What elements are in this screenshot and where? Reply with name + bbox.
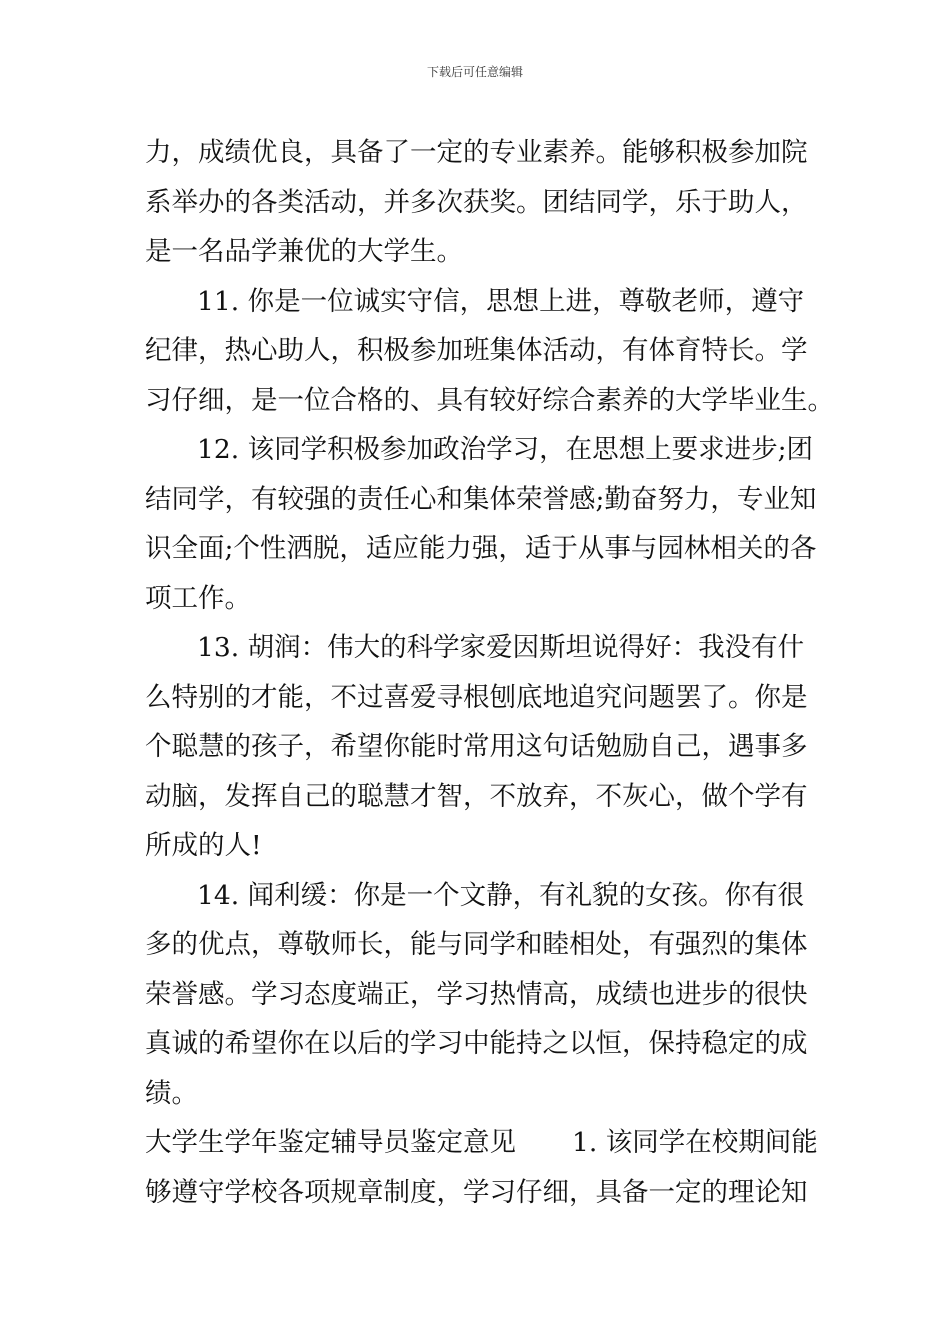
text-line-20: 绩。	[145, 1077, 198, 1109]
item-14-start: 14. 闻利缓：你是一个文静，有礼貌的女孩。你有很	[197, 879, 805, 911]
page-header: 下载后可任意编辑	[426, 65, 523, 79]
text-line-10: 项工作。	[145, 582, 251, 614]
item-13-start: 13. 胡润：伟大的科学家爱因斯坦说得好：我没有什	[197, 632, 805, 663]
text-line-9: 识全面;个性洒脱，适应能力强，适于从事与园林相关的各	[145, 533, 817, 564]
text-line-6: 习仔细，是一位合格的、具有较好综合素养的大学毕业生。	[145, 384, 834, 416]
text-line-19: 真诚的希望你在以后的学习中能持之以恒，保持稳定的成	[145, 1028, 808, 1059]
text-line-2: 系举办的各类活动，并多次获奖。团结同学，乐于助人，	[145, 186, 808, 218]
text-line-1: 力，成绩优良，具备了一定的专业素养。能够积极参加院	[145, 137, 808, 168]
text-line-15: 所成的人!	[145, 830, 262, 861]
item-12-start: 12. 该同学积极参加政治学习，在思想上要求进步;团	[197, 434, 813, 465]
document-body	[145, 128, 834, 1217]
text-line-8: 结同学，有较强的责任心和集体荣誉感;勤奋努力，专业知	[145, 483, 817, 515]
text-line-5: 纪律，热心助人，积极参加班集体活动，有体育特长。学	[145, 335, 808, 366]
section-item-1-start: 1. 该同学在校期间能	[572, 1127, 818, 1158]
text-line-3: 是一名品学兼优的大学生。	[145, 236, 463, 267]
text-line-14: 动脑，发挥自己的聪慧才智，不放弃，不灰心，做个学有	[145, 780, 808, 812]
item-11-start: 11. 你是一位诚实守信，思想上进，尊敬老师，遵守	[197, 285, 805, 317]
text-line-12: 么特别的才能，不过喜爱寻根刨底地追究问题罢了。你是	[145, 681, 808, 713]
section-title: 大学生学年鉴定辅导员鉴定意见	[145, 1127, 516, 1158]
text-line-13: 个聪慧的孩子，希望你能时常用这句话勉励自己，遇事多	[145, 731, 808, 762]
section-heading-line	[145, 1118, 818, 1168]
section-line-2: 够遵守学校各项规章制度，学习仔细，具备一定的理论知	[145, 1176, 808, 1208]
text-line-18: 荣誉感。学习态度端正，学习热情高，成绩也进步的很快	[145, 978, 808, 1010]
text-line-17: 多的优点，尊敬师长，能与同学和睦相处，有强烈的集体	[145, 929, 808, 960]
